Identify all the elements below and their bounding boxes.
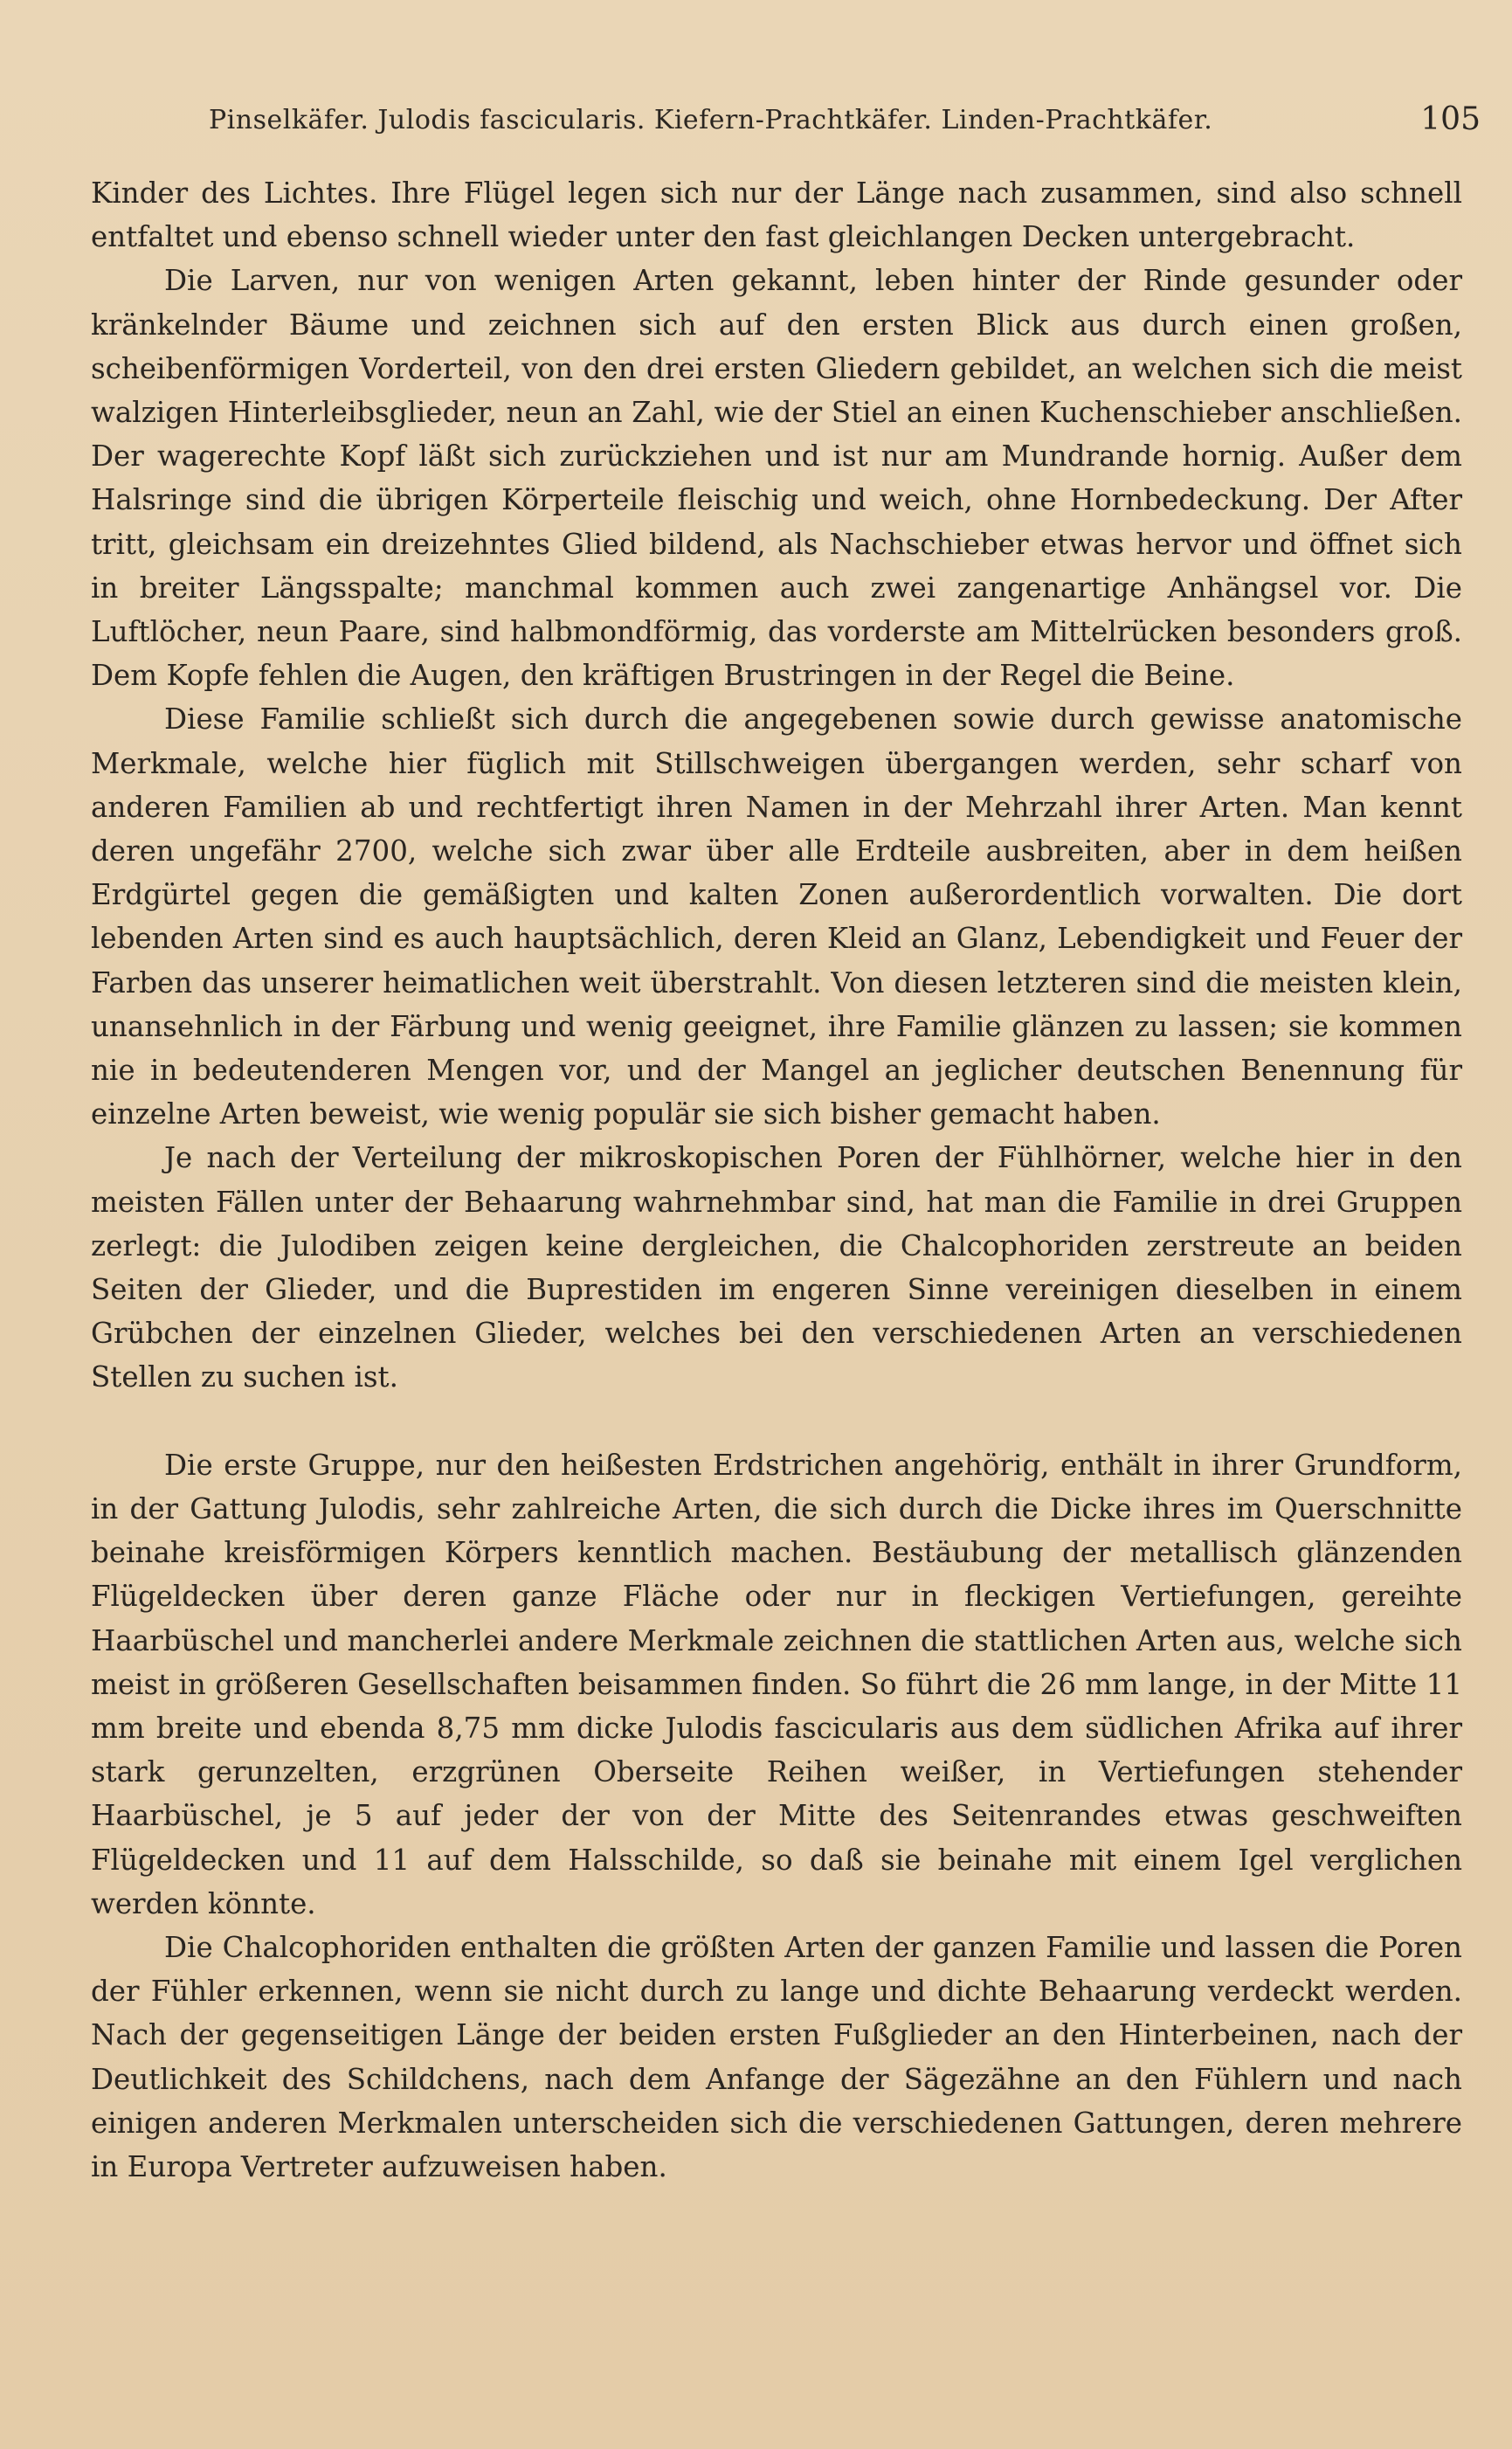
page-header <box>188 98 1481 150</box>
paragraph: Kinder des Lichtes. Ihre Flügel legen sich nur der Länge nach zusammen, sind also schnell entfaltet und ebenso schnell wieder unter den fast gleichlangen Decken untergebracht. <box>91 176 1462 254</box>
page-number: 105 <box>1420 101 1481 137</box>
paragraph: Die erste Gruppe, nur den heißesten Erdstrichen angehörig, enthält in ihrer Grundform, in der Gattung Julodis, sehr zahlreiche Arten, die sich durch die Dicke ihres im Querschnitte beinahe kreisförmigen Körpers kenntlich machen. Bestäubung der metallisch glänzenden Flügeldecken über deren ganze Fläche oder nur in fleckigen Vertiefungen, gereihte Haarbüschel und mancherlei andere Merkmale zeichnen die stattlichen Arten aus, welche sich meist in größeren Gesellschaften beisammen finden. So führt die 26 mm lange, in der Mitte 11 mm breite und ebenda 8,75 mm dicke Julodis fascicularis aus dem südlichen Afrika auf ihrer stark gerunzelten, erzgrünen Oberseite Reihen weißer, in Vertiefungen stehender Haarbüschel, je 5 auf jeder der von der Mitte des Seitenrandes etwas geschweiften Flügeldecken und 11 auf dem Halsschilde, so daß sie beinahe mit einem Igel verglichen werden könnte. <box>91 1448 1462 1920</box>
body-text <box>91 171 1462 2189</box>
paragraph: Diese Familie schließt sich durch die angegebenen sowie durch gewisse anatomische Merkmale, welche hier füglich mit Stillschweigen übergangen werden, sehr scharf von anderen Familien ab und rechtfertigt ihren Namen in der Mehrzahl ihrer Arten. Man kennt deren ungefähr 2700, welche sich zwar über alle Erdteile ausbreiten, aber in dem heißen Erdgürtel gegen die gemäßigten und kalten Zonen außerordentlich vorwalten. Die dort lebenden Arten sind es auch hauptsächlich, deren Kleid an Glanz, Lebendigkeit und Feuer der Farben das unserer heimatlichen weit überstrahlt. Von diesen letzteren sind die meisten klein, unansehnlich in der Färbung und wenig geeignet, ihre Familie glänzen zu lassen; sie kommen nie in bedeutenderen Mengen vor, und der Mangel an jeglicher deutschen Benennung für einzelne Arten beweist, wie wenig populär sie sich bisher gemacht haben. <box>91 702 1462 1131</box>
paragraph: Je nach der Verteilung der mikroskopischen Poren der Fühlhörner, welche hier in den meisten Fällen unter der Behaarung wahrnehmbar sind, hat man die Familie in drei Gruppen zerlegt: die Julodiben zeigen keine dergleichen, die Chalcophoriden zerstreute an beiden Seiten der Glieder, und die Buprestiden im engeren Sinne vereinigen dieselben in einem Grübchen der einzelnen Glieder, welches bei den verschiedenen Arten an verschiedenen Stellen zu suchen ist. <box>91 1141 1462 1394</box>
paragraph: Die Larven, nur von wenigen Arten gekannt, leben hinter der Rinde gesunder oder kränkelnder Bäume und zeichnen sich auf den ersten Blick aus durch einen großen, scheibenförmigen Vorderteil, von den drei ersten Gliedern gebildet, an welchen sich die meist walzigen Hinterleibsglieder, neun an Zahl, wie der Stiel an einen Kuchenschieber anschließen. Der wagerechte Kopf läßt sich zurückziehen und ist nur am Mundrande hornig. Außer dem Halsringe sind die übrigen Körperteile fleischig und weich, ohne Hornbedeckung. Der After tritt, gleichsam ein dreizehntes Glied bildend, als Nachschieber etwas hervor und öffnet sich in breiter Längsspalte; manchmal kommen auch zwei zangenartige Anhängsel vor. Die Luftlöcher, neun Paare, sind halbmondförmig, das vorderste am Mittelrücken besonders groß. Dem Kopfe fehlen die Augen, den kräftigen Brustringen in der Regel die Beine. <box>91 264 1462 693</box>
paragraph: Die Chalcophoriden enthalten die größten Arten der ganzen Familie und lassen die Poren der Fühler erkennen, wenn sie nicht durch zu lange und dichte Behaarung verdeckt werden. Nach der gegenseitigen Länge der beiden ersten Fußglieder an den Hinterbeinen, nach der Deutlichkeit des Schildchens, nach dem Anfange der Sägezähne an den Fühlern und nach einigen anderen Merkmalen unterscheiden sich die verschiedenen Gattungen, deren mehrere in Europa Vertreter aufzuweisen haben. <box>91 1930 1462 2183</box>
running-head: Pinselkäfer. Julodis fascicularis. Kiefern-Prachtkäfer. Linden-Prachtkäfer. <box>209 105 1213 135</box>
